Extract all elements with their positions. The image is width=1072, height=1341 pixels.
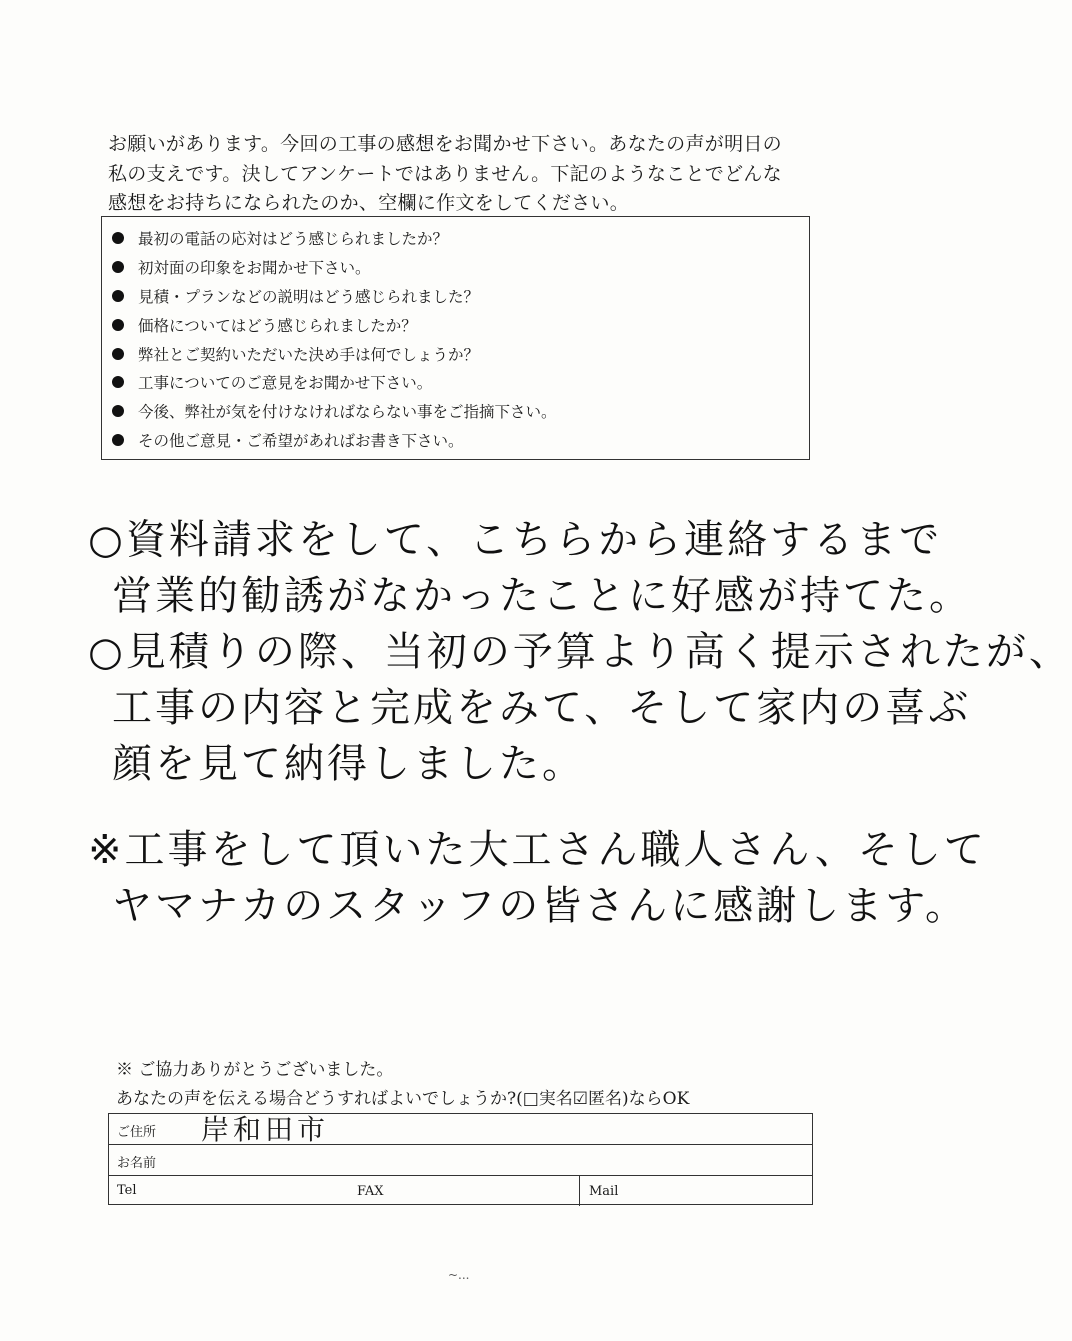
handwritten-line: ※工事をして頂いた大工さん職人さん、そして	[88, 827, 987, 873]
fax-label: FAX	[357, 1184, 384, 1199]
mail-label: Mail	[589, 1184, 619, 1199]
name-row	[109, 1145, 812, 1176]
bullet-icon	[112, 290, 124, 302]
question-item	[102, 282, 809, 311]
name-label: お名前	[117, 1156, 157, 1171]
intro-text	[108, 130, 828, 219]
question-text: その他ご意見・ご希望があればお書き下さい。	[138, 431, 464, 450]
thanks-section	[116, 1056, 689, 1114]
intro-line: 感想をお持ちになられたのか、空欄に作文をしてください。	[108, 192, 630, 214]
question-text: 今後、弊社が気を付けなければならない事をご指摘下さい。	[138, 403, 557, 422]
question-text: 初対面の印象をお聞かせ下さい。	[138, 259, 371, 278]
question-box	[101, 216, 810, 460]
bullet-icon	[112, 319, 124, 331]
handwritten-line: 顔を見て納得しました。	[112, 741, 585, 787]
question-item	[102, 397, 809, 426]
bullet-icon	[112, 232, 124, 244]
question-item	[102, 426, 809, 455]
bullet-icon	[112, 376, 124, 388]
question-text: 最初の電話の応対はどう感じられましたか？	[138, 230, 449, 249]
bullet-icon	[112, 405, 124, 417]
tel-label: Tel	[117, 1183, 137, 1198]
consent-line: あなたの声を伝える場合どうすればよいでしょうか?(□実名☑匿名)ならOK	[116, 1089, 690, 1109]
question-text: 弊社とご契約いただいた決め手は何でしょうか？	[138, 345, 480, 364]
mail-divider	[579, 1176, 580, 1206]
intro-line: 私の支えです。決してアンケートではありません。下記のようなことでどんな	[108, 162, 782, 185]
address-row	[109, 1114, 812, 1145]
intro-line: お願いがあります。今回の工事の感想をお聞かせ下さい。あなたの声が明日の	[108, 133, 782, 155]
question-item	[102, 368, 809, 397]
question-item	[102, 224, 809, 253]
question-item	[102, 253, 809, 282]
address-label: ご住所	[117, 1125, 157, 1140]
handwritten-line: ○資料請求をして、こちらから連絡するまで	[88, 517, 943, 563]
handwritten-line: ○見積りの際、当初の予算より高く提示されたが、	[88, 629, 1072, 675]
paragraph-gap	[88, 792, 888, 822]
question-text: 工事についてのご意見をお聞かせ下さい。	[138, 374, 433, 393]
question-text: 見積・プランなどの説明はどう感じられました？	[138, 287, 480, 306]
handwritten-line: ヤマナカのスタッフの皆さんに感謝します。	[112, 883, 968, 929]
handwritten-line: 営業的勧誘がなかったことに好感が持てた。	[112, 573, 972, 619]
thanks-line: ※ ご協力ありがとうございました。	[116, 1060, 394, 1080]
bullet-icon	[112, 434, 124, 446]
handwritten-line: 工事の内容と完成をみて、そして家内の喜ぶ	[112, 685, 972, 731]
handwritten-response	[88, 512, 1072, 934]
contact-table	[108, 1113, 813, 1205]
question-item	[102, 310, 809, 339]
question-text: 価格についてはどう感じられましたか？	[138, 316, 417, 335]
page-mark: ~...	[448, 1268, 470, 1282]
bullet-icon	[112, 348, 124, 360]
question-item	[102, 339, 809, 368]
bullet-icon	[112, 261, 124, 273]
address-value: 岸和田市	[201, 1113, 330, 1146]
tel-row	[109, 1176, 812, 1206]
